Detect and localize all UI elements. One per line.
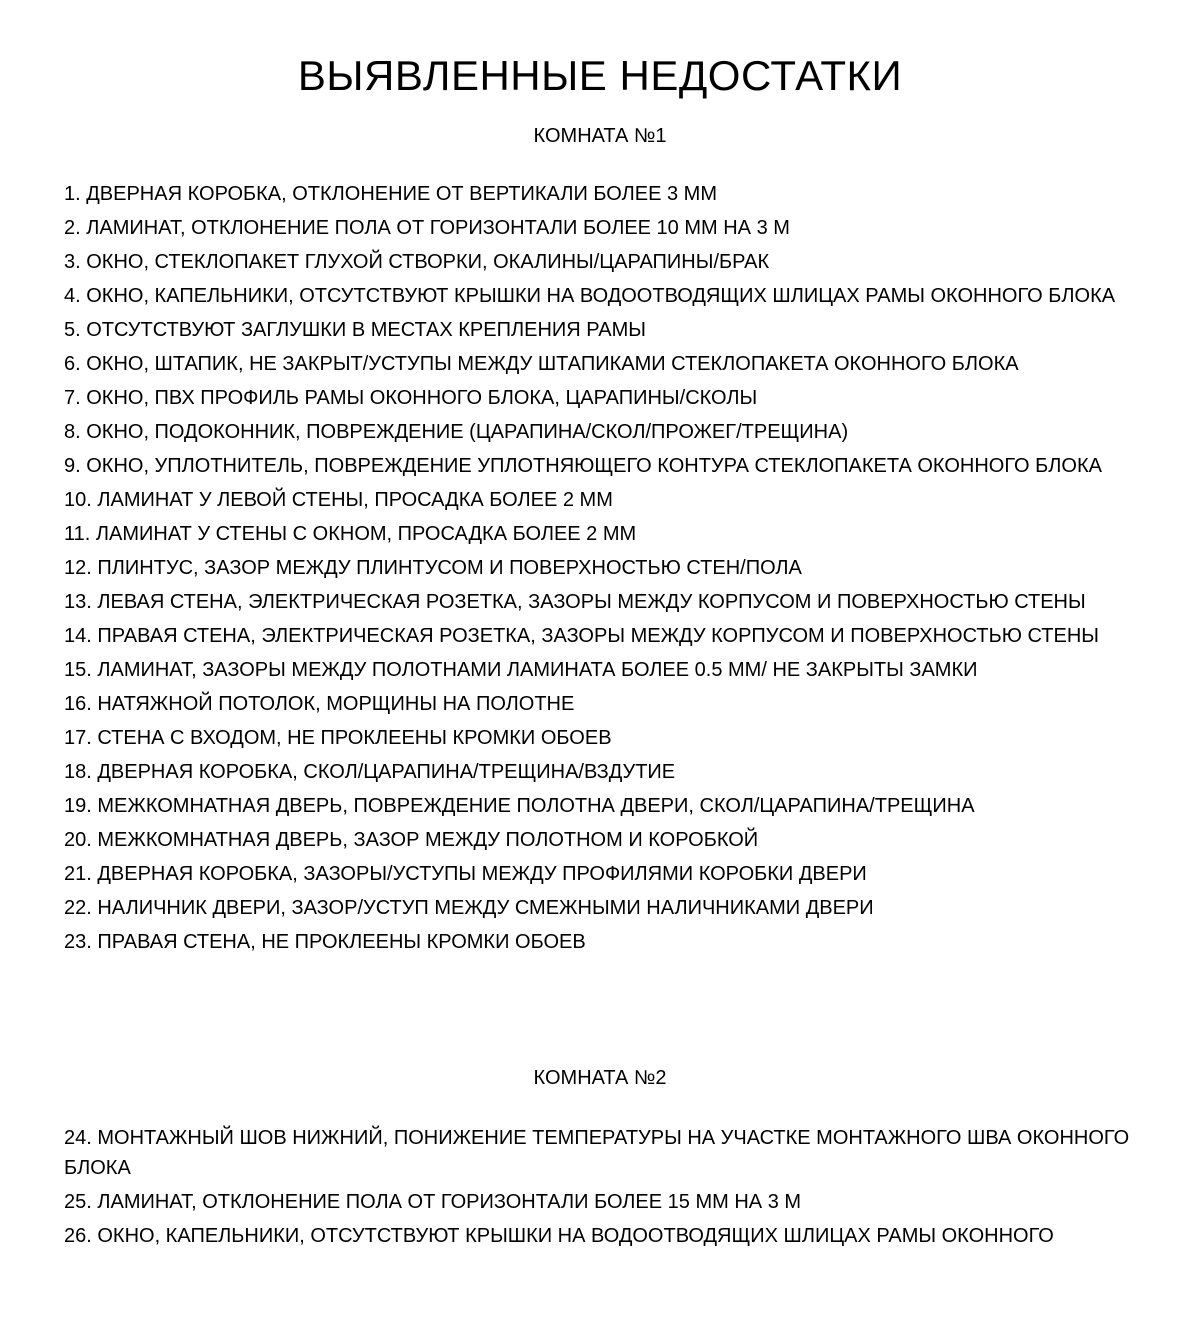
defect-item: 18. ДВЕРНАЯ КОРОБКА, СКОЛ/ЦАРАПИНА/ТРЕЩИНА/ВЗДУТИЕ	[64, 761, 676, 783]
defect-item: 21. ДВЕРНАЯ КОРОБКА, ЗАЗОРЫ/УСТУПЫ МЕЖДУ ПРОФИЛЯМИ КОРОБКИ ДВЕРИ	[64, 863, 867, 885]
defect-item: 14. ПРАВАЯ СТЕНА, ЭЛЕКТРИЧЕСКАЯ РОЗЕТКА, ЗАЗОРЫ МЕЖДУ КОРПУСОМ И ПОВЕРХНОСТЬЮ СТЕНЫ	[64, 625, 1099, 647]
room-2-defect-list	[64, 1123, 1144, 1255]
defect-item: 13. ЛЕВАЯ СТЕНА, ЭЛЕКТРИЧЕСКАЯ РОЗЕТКА, ЗАЗОРЫ МЕЖДУ КОРПУСОМ И ПОВЕРХНОСТЬЮ СТЕНЫ	[64, 591, 1086, 613]
defect-item: 20. МЕЖКОМНАТНАЯ ДВЕРЬ, ЗАЗОР МЕЖДУ ПОЛОТНОМ И КОРОБКОЙ	[64, 829, 759, 851]
defect-item: 8. ОКНО, ПОДОКОННИК, ПОВРЕЖДЕНИЕ (ЦАРАПИНА/СКОЛ/ПРОЖЕГ/ТРЕЩИНА)	[64, 421, 849, 443]
room-1-defect-list	[64, 179, 1144, 961]
defect-item: 24. МОНТАЖНЫЙ ШОВ НИЖНИЙ, ПОНИЖЕНИЕ ТЕМПЕРАТУРЫ НА УЧАСТКЕ МОНТАЖНОГО ШВА ОКОННОГО БЛОКА	[64, 1127, 1130, 1179]
defect-item: 12. ПЛИНТУС, ЗАЗОР МЕЖДУ ПЛИНТУСОМ И ПОВЕРХНОСТЬЮ СТЕН/ПОЛА	[64, 557, 802, 579]
defect-item: 9. ОКНО, УПЛОТНИТЕЛЬ, ПОВРЕЖДЕНИЕ УПЛОТНЯЮЩЕГО КОНТУРА СТЕКЛОПАКЕТА ОКОННОГО БЛОКА	[64, 455, 1102, 477]
defect-item: 17. СТЕНА С ВХОДОМ, НЕ ПРОКЛЕЕНЫ КРОМКИ ОБОЕВ	[64, 727, 612, 749]
defect-item: 15. ЛАМИНАТ, ЗАЗОРЫ МЕЖДУ ПОЛОТНАМИ ЛАМИНАТА БОЛЕЕ 0.5 ММ/ НЕ ЗАКРЫТЫ ЗАМКИ	[64, 659, 978, 681]
defect-item: 16. НАТЯЖНОЙ ПОТОЛОК, МОРЩИНЫ НА ПОЛОТНЕ	[64, 693, 575, 715]
room-2-heading: КОМНАТА №2	[533, 1067, 667, 1089]
defect-item: 26. ОКНО, КАПЕЛЬНИКИ, ОТСУТСТВУЮТ КРЫШКИ НА ВОДООТВОДЯЩИХ ШЛИЦАХ РАМЫ ОКОННОГО	[64, 1225, 1054, 1247]
defect-item: 10. ЛАМИНАТ У ЛЕВОЙ СТЕНЫ, ПРОСАДКА БОЛЕЕ 2 ММ	[64, 489, 613, 511]
defect-item: 2. ЛАМИНАТ, ОТКЛОНЕНИЕ ПОЛА ОТ ГОРИЗОНТАЛИ БОЛЕЕ 10 ММ НА 3 М	[64, 217, 790, 239]
room-1-heading: КОМНАТА №1	[533, 125, 667, 147]
defect-item: 6. ОКНО, ШТАПИК, НЕ ЗАКРЫТ/УСТУПЫ МЕЖДУ ШТАПИКАМИ СТЕКЛОПАКЕТА ОКОННОГО БЛОКА	[64, 353, 1019, 375]
document-title: ВЫЯВЛЕННЫЕ НЕДОСТАТКИ	[297, 52, 903, 99]
defect-item: 19. МЕЖКОМНАТНАЯ ДВЕРЬ, ПОВРЕЖДЕНИЕ ПОЛОТНА ДВЕРИ, СКОЛ/ЦАРАПИНА/ТРЕЩИНА	[64, 795, 975, 817]
defect-item: 1. ДВЕРНАЯ КОРОБКА, ОТКЛОНЕНИЕ ОТ ВЕРТИКАЛИ БОЛЕЕ 3 ММ	[64, 183, 717, 205]
defect-item: 11. ЛАМИНАТ У СТЕНЫ С ОКНОМ, ПРОСАДКА БОЛЕЕ 2 ММ	[64, 523, 637, 545]
defect-item: 4. ОКНО, КАПЕЛЬНИКИ, ОТСУТСТВУЮТ КРЫШКИ НА ВОДООТВОДЯЩИХ ШЛИЦАХ РАМЫ ОКОННОГО БЛОКА	[64, 285, 1116, 307]
defect-item: 25. ЛАМИНАТ, ОТКЛОНЕНИЕ ПОЛА ОТ ГОРИЗОНТАЛИ БОЛЕЕ 15 ММ НА 3 М	[64, 1191, 802, 1213]
defect-item: 5. ОТСУТСТВУЮТ ЗАГЛУШКИ В МЕСТАХ КРЕПЛЕНИЯ РАМЫ	[64, 319, 646, 341]
defect-item: 22. НАЛИЧНИК ДВЕРИ, ЗАЗОР/УСТУП МЕЖДУ СМЕЖНЫМИ НАЛИЧНИКАМИ ДВЕРИ	[64, 897, 874, 919]
defect-item: 7. ОКНО, ПВХ ПРОФИЛЬ РАМЫ ОКОННОГО БЛОКА, ЦАРАПИНЫ/СКОЛЫ	[64, 387, 758, 409]
defect-item: 3. ОКНО, СТЕКЛОПАКЕТ ГЛУХОЙ СТВОРКИ, ОКАЛИНЫ/ЦАРАПИНЫ/БРАК	[64, 251, 770, 273]
defect-item: 23. ПРАВАЯ СТЕНА, НЕ ПРОКЛЕЕНЫ КРОМКИ ОБОЕВ	[64, 931, 586, 953]
